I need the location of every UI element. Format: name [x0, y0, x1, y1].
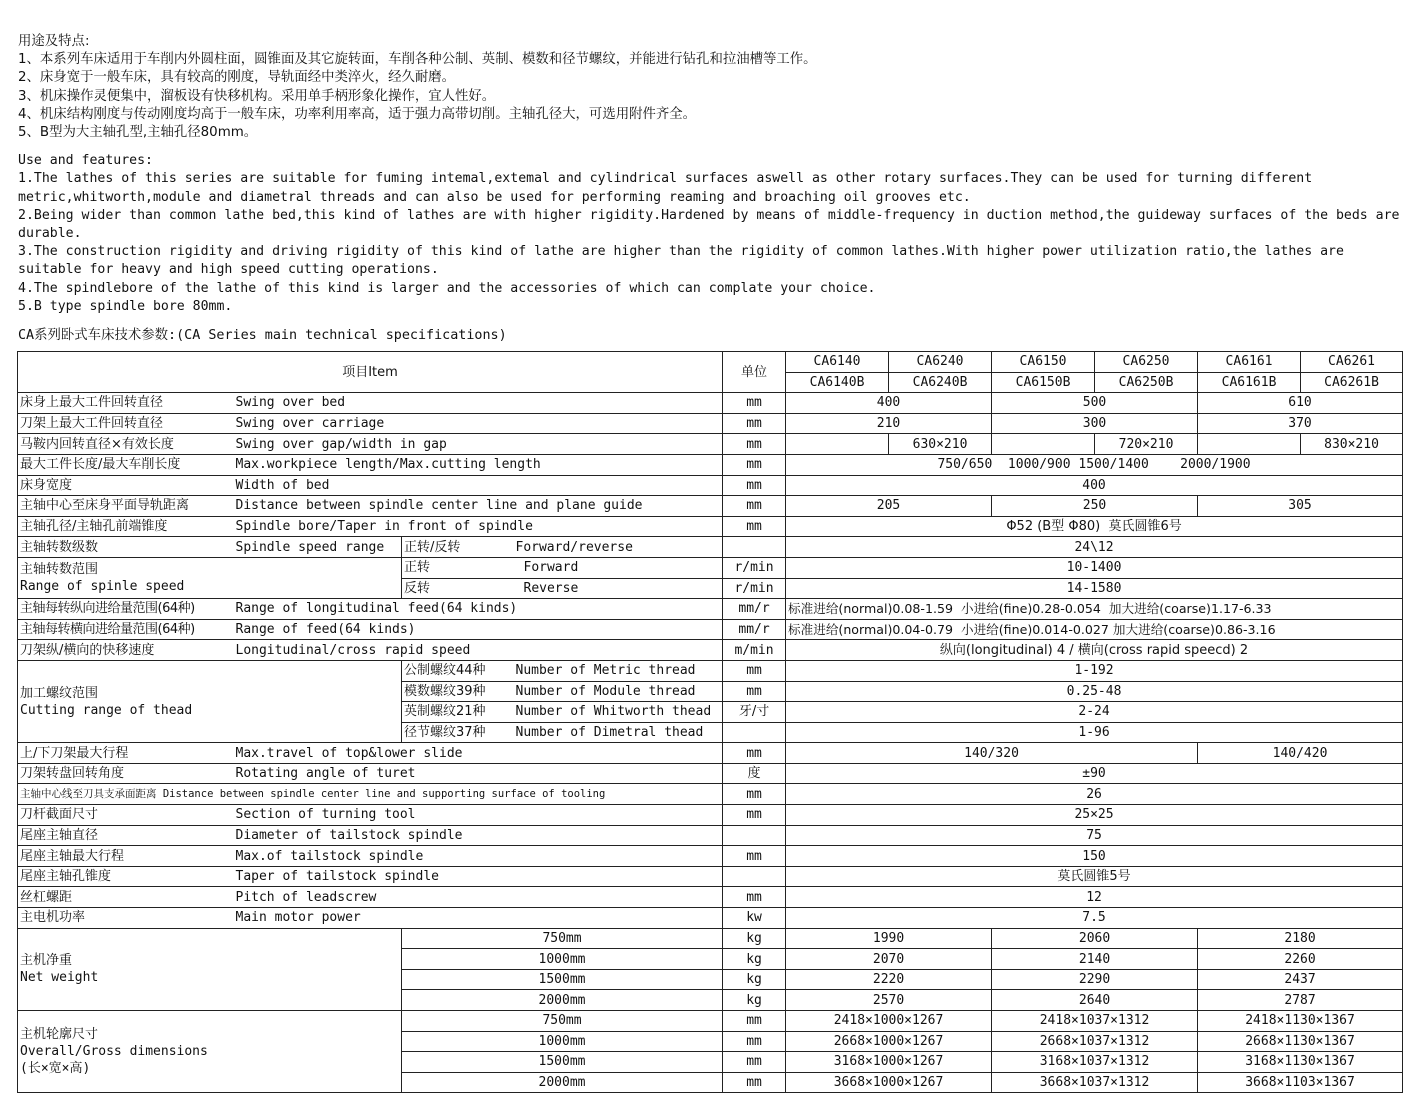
header-model-b: CA6140B [786, 372, 889, 393]
intro-en-title: Use and features: [18, 153, 153, 169]
row-value: 2260 [1198, 949, 1403, 970]
row-value: 纵向(longitudinal) 4 / 横向(cross rapid speecd) 2 [786, 640, 1403, 661]
table-row [18, 599, 1403, 620]
header-model-b: CA6261B [1301, 372, 1403, 393]
row-unit: mm [723, 413, 786, 434]
row-length: 1500mm [402, 1052, 723, 1073]
row-sub-cn: 正转/反转 [402, 537, 514, 558]
row-sub-en: Number of Metric thread [514, 660, 723, 681]
row-unit: mm [723, 681, 786, 702]
row-label-group [18, 557, 402, 598]
row-label-en: Spindle bore/Taper in front of spindle [234, 516, 723, 537]
row-value: 2290 [992, 969, 1198, 990]
row-label-en: Rotating angle of turet [234, 763, 723, 784]
row-label-cn: 刀架上最大工件回转直径 [18, 413, 234, 434]
row-value: 3168×1130×1367 [1198, 1052, 1403, 1073]
row-length: 750mm [402, 1011, 723, 1032]
row-value: 2060 [992, 928, 1198, 949]
row-value: 3668×1037×1312 [992, 1072, 1198, 1093]
row-unit: mm [723, 805, 786, 826]
row-unit [723, 866, 786, 887]
row-label-cn: 上/下刀架最大行程 [18, 743, 234, 764]
row-label-cn: 床身宽度 [18, 475, 234, 496]
table-row [18, 1011, 1403, 1032]
row-value: 1-192 [786, 660, 1403, 681]
row-length: 1000mm [402, 949, 723, 970]
row-label-en: Net weight [20, 970, 99, 986]
row-sub-cn: 径节螺纹37种 [402, 722, 514, 743]
row-value: 12 [786, 887, 1403, 908]
row-value-empty [992, 434, 1095, 455]
row-unit: kg [723, 990, 786, 1011]
row-unit: m/min [723, 640, 786, 661]
intro-cn-item: 5、B型为大主轴孔型,主轴孔径80mm。 [18, 125, 258, 141]
row-value: 1990 [786, 928, 992, 949]
table-row [18, 557, 1403, 578]
row-length: 2000mm [402, 1072, 723, 1093]
intro-en-item: 2.Being wider than common lathe bed,this kind of lathes are with higher rigidity.Hardened by means of middle-frequency in duction method,the guideway surfaces of the beds are durable. [18, 207, 1400, 242]
intro-cn-item: 2、床身宽于一般车床，具有较高的刚度，导轨面经中类淬火，经久耐磨。 [18, 70, 456, 86]
row-label-cn: 刀架纵/横向的快移速度 [18, 640, 234, 661]
row-sub-en: Number of Dimetral thead [514, 722, 723, 743]
row-sub-cn: 模数螺纹39种 [402, 681, 514, 702]
row-label-en: Width of bed [234, 475, 723, 496]
row-value: 500 [992, 393, 1198, 414]
row-unit: kg [723, 969, 786, 990]
row-label-en: Swing over carriage [234, 413, 723, 434]
row-label-en: Spindle speed range [234, 537, 402, 558]
header-model-b: CA6250B [1095, 372, 1198, 393]
row-value: 7.5 [786, 908, 1403, 929]
row-unit: mm/r [723, 619, 786, 640]
table-row [18, 496, 1403, 517]
row-label-en: Section of turning tool [234, 805, 723, 826]
row-value: 2180 [1198, 928, 1403, 949]
row-value: 2640 [992, 990, 1198, 1011]
table-row [18, 393, 1403, 414]
row-unit: kw [723, 908, 786, 929]
row-unit [723, 722, 786, 743]
row-unit: mm [723, 660, 786, 681]
row-label-en: Distance between spindle center line and plane guide [234, 496, 723, 517]
row-label-cn: 刀架转盘回转角度 [18, 763, 234, 784]
row-unit: mm [723, 1011, 786, 1032]
row-value: 0.25-48 [786, 681, 1403, 702]
row-unit: mm [723, 475, 786, 496]
row-unit: kg [723, 928, 786, 949]
header-model: CA6161 [1198, 352, 1301, 373]
header-model-b: CA6161B [1198, 372, 1301, 393]
row-value: 210 [786, 413, 992, 434]
table-row [18, 516, 1403, 537]
header-model: CA6140 [786, 352, 889, 373]
table-row [18, 454, 1403, 475]
row-unit: mm [723, 434, 786, 455]
header-model: CA6261 [1301, 352, 1403, 373]
row-unit [723, 825, 786, 846]
row-value: 150 [786, 846, 1403, 867]
row-value: 2070 [786, 949, 992, 970]
header-row [18, 352, 1403, 373]
row-value: 3168×1037×1312 [992, 1052, 1198, 1073]
spec-table [17, 351, 1403, 1093]
intro-cn-item: 1、本系列车床适用于车削内外圆柱面，圆锥面及其它旋转面，车削各种公制、英制、模数和径节螺纹，并能进行钻孔和拉油槽等工作。 [18, 52, 817, 68]
row-value: 2437 [1198, 969, 1403, 990]
row-value: 400 [786, 475, 1403, 496]
row-label-en: Max.workpiece length/Max.cutting length [234, 454, 723, 475]
row-value: ±90 [786, 763, 1403, 784]
intro-cn-title: 用途及特点: [18, 34, 90, 49]
table-title: CA系列卧式车床技术参数:(CA Series main technical specifications) [18, 328, 507, 343]
table-row [18, 434, 1403, 455]
row-length: 1000mm [402, 1031, 723, 1052]
table-row [18, 866, 1403, 887]
table-row [18, 743, 1403, 764]
row-value: 2787 [1198, 990, 1403, 1011]
table-row [18, 413, 1403, 434]
header-unit: 单位 [723, 352, 786, 393]
row-value: 24\12 [786, 537, 1403, 558]
row-unit: r/min [723, 557, 786, 578]
table-row [18, 805, 1403, 826]
row-unit: mm [723, 496, 786, 517]
intro-en-item: 1.The lathes of this series are suitable for fuming intemal,extemal and cylindrical surfaces aswell as other rotary surfaces.They can be used for turning different metric,whitworth,module and diametral threads and can also be used for performing reaming and broaching oil grooves etc. [18, 171, 1313, 205]
row-sub-cn: 英制螺纹21种 [402, 702, 514, 723]
row-unit: mm [723, 743, 786, 764]
table-row [18, 475, 1403, 496]
row-label-cn: 主电机功率 [18, 908, 234, 929]
row-label-en: Swing over bed [234, 393, 723, 414]
row-unit: 牙/寸 [723, 702, 786, 723]
row-label-cn: 加工螺纹范围 [20, 685, 99, 701]
row-sub-cn: 公制螺纹44种 [402, 660, 514, 681]
row-label-en: Range of feed(64 kinds) [234, 619, 723, 640]
row-value: 标准进给(normal)0.08-1.59 小进给(fine)0.28-0.054 加大进给(coarse)1.17-6.33 [786, 599, 1403, 620]
row-label-en: Taper of tailstock spindle [234, 866, 723, 887]
row-value: 2668×1037×1312 [992, 1031, 1198, 1052]
row-length: 1500mm [402, 969, 723, 990]
row-unit: mm/r [723, 599, 786, 620]
header-item: 项目Item [18, 352, 723, 393]
row-value: 莫氏圆锥5号 [786, 866, 1403, 887]
row-value: Φ52 (B型 Φ80) 莫氏圆锥6号 [786, 516, 1403, 537]
table-row [18, 887, 1403, 908]
intro-en-item: 3.The construction rigidity and driving rigidity of this kind of lathe are higher than the rigidity of common lathes.With higher power utilization ratio,the lathes are suitable for heavy and high speed cutting operations. [18, 244, 1344, 278]
row-value: 2570 [786, 990, 992, 1011]
row-value: 2668×1000×1267 [786, 1031, 992, 1052]
table-row [18, 846, 1403, 867]
row-value: 2-24 [786, 702, 1403, 723]
intro-section [18, 33, 1413, 316]
table-row [18, 537, 1403, 558]
row-value: 标准进给(normal)0.04-0.79 小进给(fine)0.014-0.027 加大进给(coarse)0.86-3.16 [786, 619, 1403, 640]
row-value: 400 [786, 393, 992, 414]
row-value: 305 [1198, 496, 1403, 517]
row-value: 2418×1000×1267 [786, 1011, 992, 1032]
row-unit: mm [723, 846, 786, 867]
row-label-cn: 最大工件长度/最大车削长度 [18, 454, 234, 475]
table-row [18, 660, 1403, 681]
row-label-cn: 主轴中心至床身平面导轨距离 [18, 496, 234, 517]
row-unit: kg [723, 949, 786, 970]
row-label-en: Range of spinle speed [20, 579, 185, 595]
table-row [18, 640, 1403, 661]
row-sub-en: Number of Module thread [514, 681, 723, 702]
intro-cn-item: 3、机床操作灵便集中，溜板设有快移机构。采用单手柄形象化操作，宜人性好。 [18, 88, 496, 104]
row-value: 2418×1130×1367 [1198, 1011, 1403, 1032]
table-row [18, 784, 1403, 805]
table-row [18, 619, 1403, 640]
row-value: 720×210 [1095, 434, 1198, 455]
row-unit: mm [723, 393, 786, 414]
row-label-cn: 床身上最大工件回转直径 [18, 393, 234, 414]
header-model-b: CA6240B [889, 372, 992, 393]
row-label-en: Overall/Gross dimensions [20, 1044, 208, 1060]
row-label-cn: 马鞍内回转直径×有效长度 [18, 434, 234, 455]
row-value: 14-1580 [786, 578, 1403, 599]
row-value: 610 [1198, 393, 1403, 414]
row-label-en: Max.of tailstock spindle [234, 846, 723, 867]
row-value: 830×210 [1301, 434, 1403, 455]
row-label-group [18, 660, 402, 742]
row-value: 3168×1000×1267 [786, 1052, 992, 1073]
row-label-cn: 主机轮廓尺寸 [20, 1027, 99, 1043]
row-unit: mm [723, 516, 786, 537]
row-value: 250 [992, 496, 1198, 517]
row-label-cn: 尾座主轴直径 [18, 825, 234, 846]
row-unit: mm [723, 887, 786, 908]
row-label-en: Main motor power [234, 908, 723, 929]
row-unit: mm [723, 1052, 786, 1073]
row-value: 205 [786, 496, 992, 517]
row-sub-cn: 正转 [402, 557, 514, 578]
row-label-en: Longitudinal/cross rapid speed [234, 640, 723, 661]
row-label-cn: 主轴孔径/主轴孔前端锥度 [18, 516, 234, 537]
row-value-empty [1198, 434, 1301, 455]
row-label-cn: 尾座主轴最大行程 [18, 846, 234, 867]
intro-en-item: 4.The spindlebore of the lathe of this kind is larger and the accessories of which can complate your choice. [18, 280, 876, 296]
row-label-cn: 主机净重 [20, 953, 73, 969]
row-unit: mm [723, 784, 786, 805]
row-value: 630×210 [889, 434, 992, 455]
row-value: 140/320 [786, 743, 1198, 764]
table-row [18, 908, 1403, 929]
row-unit: mm [723, 1031, 786, 1052]
row-sub-en: Number of Whitworth thead [514, 702, 723, 723]
row-value: 2418×1037×1312 [992, 1011, 1198, 1032]
row-unit: mm [723, 1072, 786, 1093]
row-label-en: Swing over gap/width in gap [234, 434, 723, 455]
header-model: CA6240 [889, 352, 992, 373]
row-value-empty [786, 434, 889, 455]
row-value: 3668×1000×1267 [786, 1072, 992, 1093]
row-value: 140/420 [1198, 743, 1403, 764]
row-value: 370 [1198, 413, 1403, 434]
row-label-group [18, 1011, 402, 1093]
intro-en-item: 5.B type spindle bore 80mm. [18, 298, 233, 314]
row-value: 3668×1103×1367 [1198, 1072, 1403, 1093]
row-label-cn: 刀杆截面尺寸 [18, 805, 234, 826]
row-label: 主轴中心线至刀具支承面距离 Distance between spindle center line and supporting surface of tooling [18, 784, 723, 805]
table-row [18, 825, 1403, 846]
row-sub-cn: 反转 [402, 578, 514, 599]
row-length: 2000mm [402, 990, 723, 1011]
header-model-b: CA6150B [992, 372, 1095, 393]
row-value: 25×25 [786, 805, 1403, 826]
row-value: 2220 [786, 969, 992, 990]
table-row [18, 763, 1403, 784]
row-value: 26 [786, 784, 1403, 805]
row-label-en2: (长×宽×高) [20, 1061, 91, 1077]
row-label-cn: 主轴每转纵向进给量范围(64种) [18, 599, 234, 620]
header-model: CA6150 [992, 352, 1095, 373]
row-value: 300 [992, 413, 1198, 434]
row-label-en: Cutting range of thead [20, 702, 193, 718]
row-value: 1-96 [786, 722, 1403, 743]
row-sub-en: Forward/reverse [514, 537, 723, 558]
row-value: 2140 [992, 949, 1198, 970]
row-label-cn: 尾座主轴孔锥度 [18, 866, 234, 887]
row-label-group [18, 928, 402, 1010]
row-label-cn: 主轴转数范围 [20, 562, 99, 578]
row-value: 75 [786, 825, 1403, 846]
row-label-en: Range of longitudinal feed(64 kinds) [234, 599, 723, 620]
row-value: 10-1400 [786, 557, 1403, 578]
row-value: 750/650 1000/900 1500/1400 2000/1900 [786, 454, 1403, 475]
row-unit [723, 537, 786, 558]
row-label-cn: 丝杠螺距 [18, 887, 234, 908]
row-label-cn: 主轴每转横向进给量范围(64种) [18, 619, 234, 640]
row-label-cn: 主轴转数级数 [18, 537, 234, 558]
table-row [18, 928, 1403, 949]
row-sub-en: Reverse [514, 578, 723, 599]
row-unit: 度 [723, 763, 786, 784]
header-model: CA6250 [1095, 352, 1198, 373]
intro-cn-item: 4、机床结构刚度与传动刚度均高于一般车床，功率利用率高，适于强力高带切削。主轴孔径大，可选用附件齐全。 [18, 106, 697, 122]
row-label-en: Pitch of leadscrew [234, 887, 723, 908]
row-value: 2668×1130×1367 [1198, 1031, 1403, 1052]
row-length: 750mm [402, 928, 723, 949]
row-unit: r/min [723, 578, 786, 599]
row-unit: mm [723, 454, 786, 475]
row-label-en: Diameter of tailstock spindle [234, 825, 723, 846]
row-sub-en: Forward [514, 557, 723, 578]
row-label-en: Max.travel of top&lower slide [234, 743, 723, 764]
